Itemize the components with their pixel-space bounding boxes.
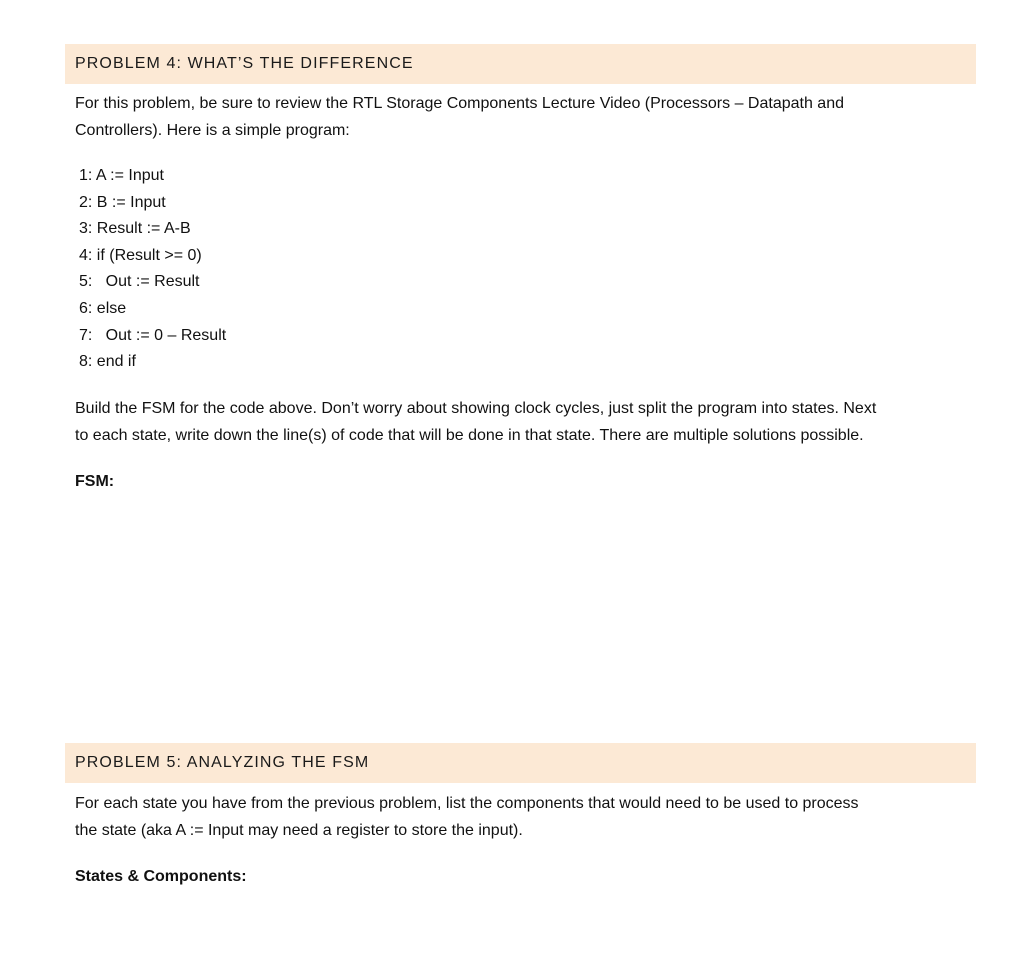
code-line: 1: A := Input	[79, 167, 164, 184]
problem-4-instructions-line: to each state, write down the line(s) of code that will be done in that state. There are multiple solutions possible.	[75, 426, 864, 444]
code-line: 8: end if	[79, 353, 136, 371]
problem-5-intro-line: the state (aka A := Input may need a register to store the input).	[75, 821, 523, 839]
code-line: 3: Result := A-B	[79, 220, 191, 238]
problem-4-instructions-line: Build the FSM for the code above. Don’t worry about showing clock cycles, just split the program into states. Next	[75, 400, 877, 417]
code-line: 2: B := Input	[79, 193, 166, 211]
problem-5-title: PROBLEM 5: ANALYZING THE FSM	[75, 754, 370, 771]
fsm-answer-label: FSM:	[75, 473, 115, 490]
code-line: 4: if (Result >= 0)	[79, 246, 202, 264]
problem-5-intro-line: For each state you have from the previous problem, list the components that would need to be used to process	[75, 795, 859, 812]
problem-4-intro-line: Controllers). Here is a simple program:	[75, 121, 350, 139]
states-components-answer-label: States & Components:	[75, 868, 247, 885]
problem-4-intro-line: For this problem, be sure to review the RTL Storage Components Lecture Video (Processors – Datapath and	[75, 95, 844, 112]
problem-5-header	[65, 743, 976, 783]
problem-4-header	[65, 44, 976, 84]
problem-4-title: PROBLEM 4: WHAT’S THE DIFFERENCE	[75, 55, 414, 72]
code-line: 7: Out := 0 – Result	[79, 326, 227, 344]
program-code-listing	[79, 163, 226, 376]
code-line: 6: else	[79, 299, 127, 317]
problem-4-intro	[75, 91, 970, 144]
problem-5-intro	[75, 791, 970, 844]
problem-4-instructions	[75, 396, 970, 449]
code-line: 5: Out := Result	[79, 273, 200, 291]
